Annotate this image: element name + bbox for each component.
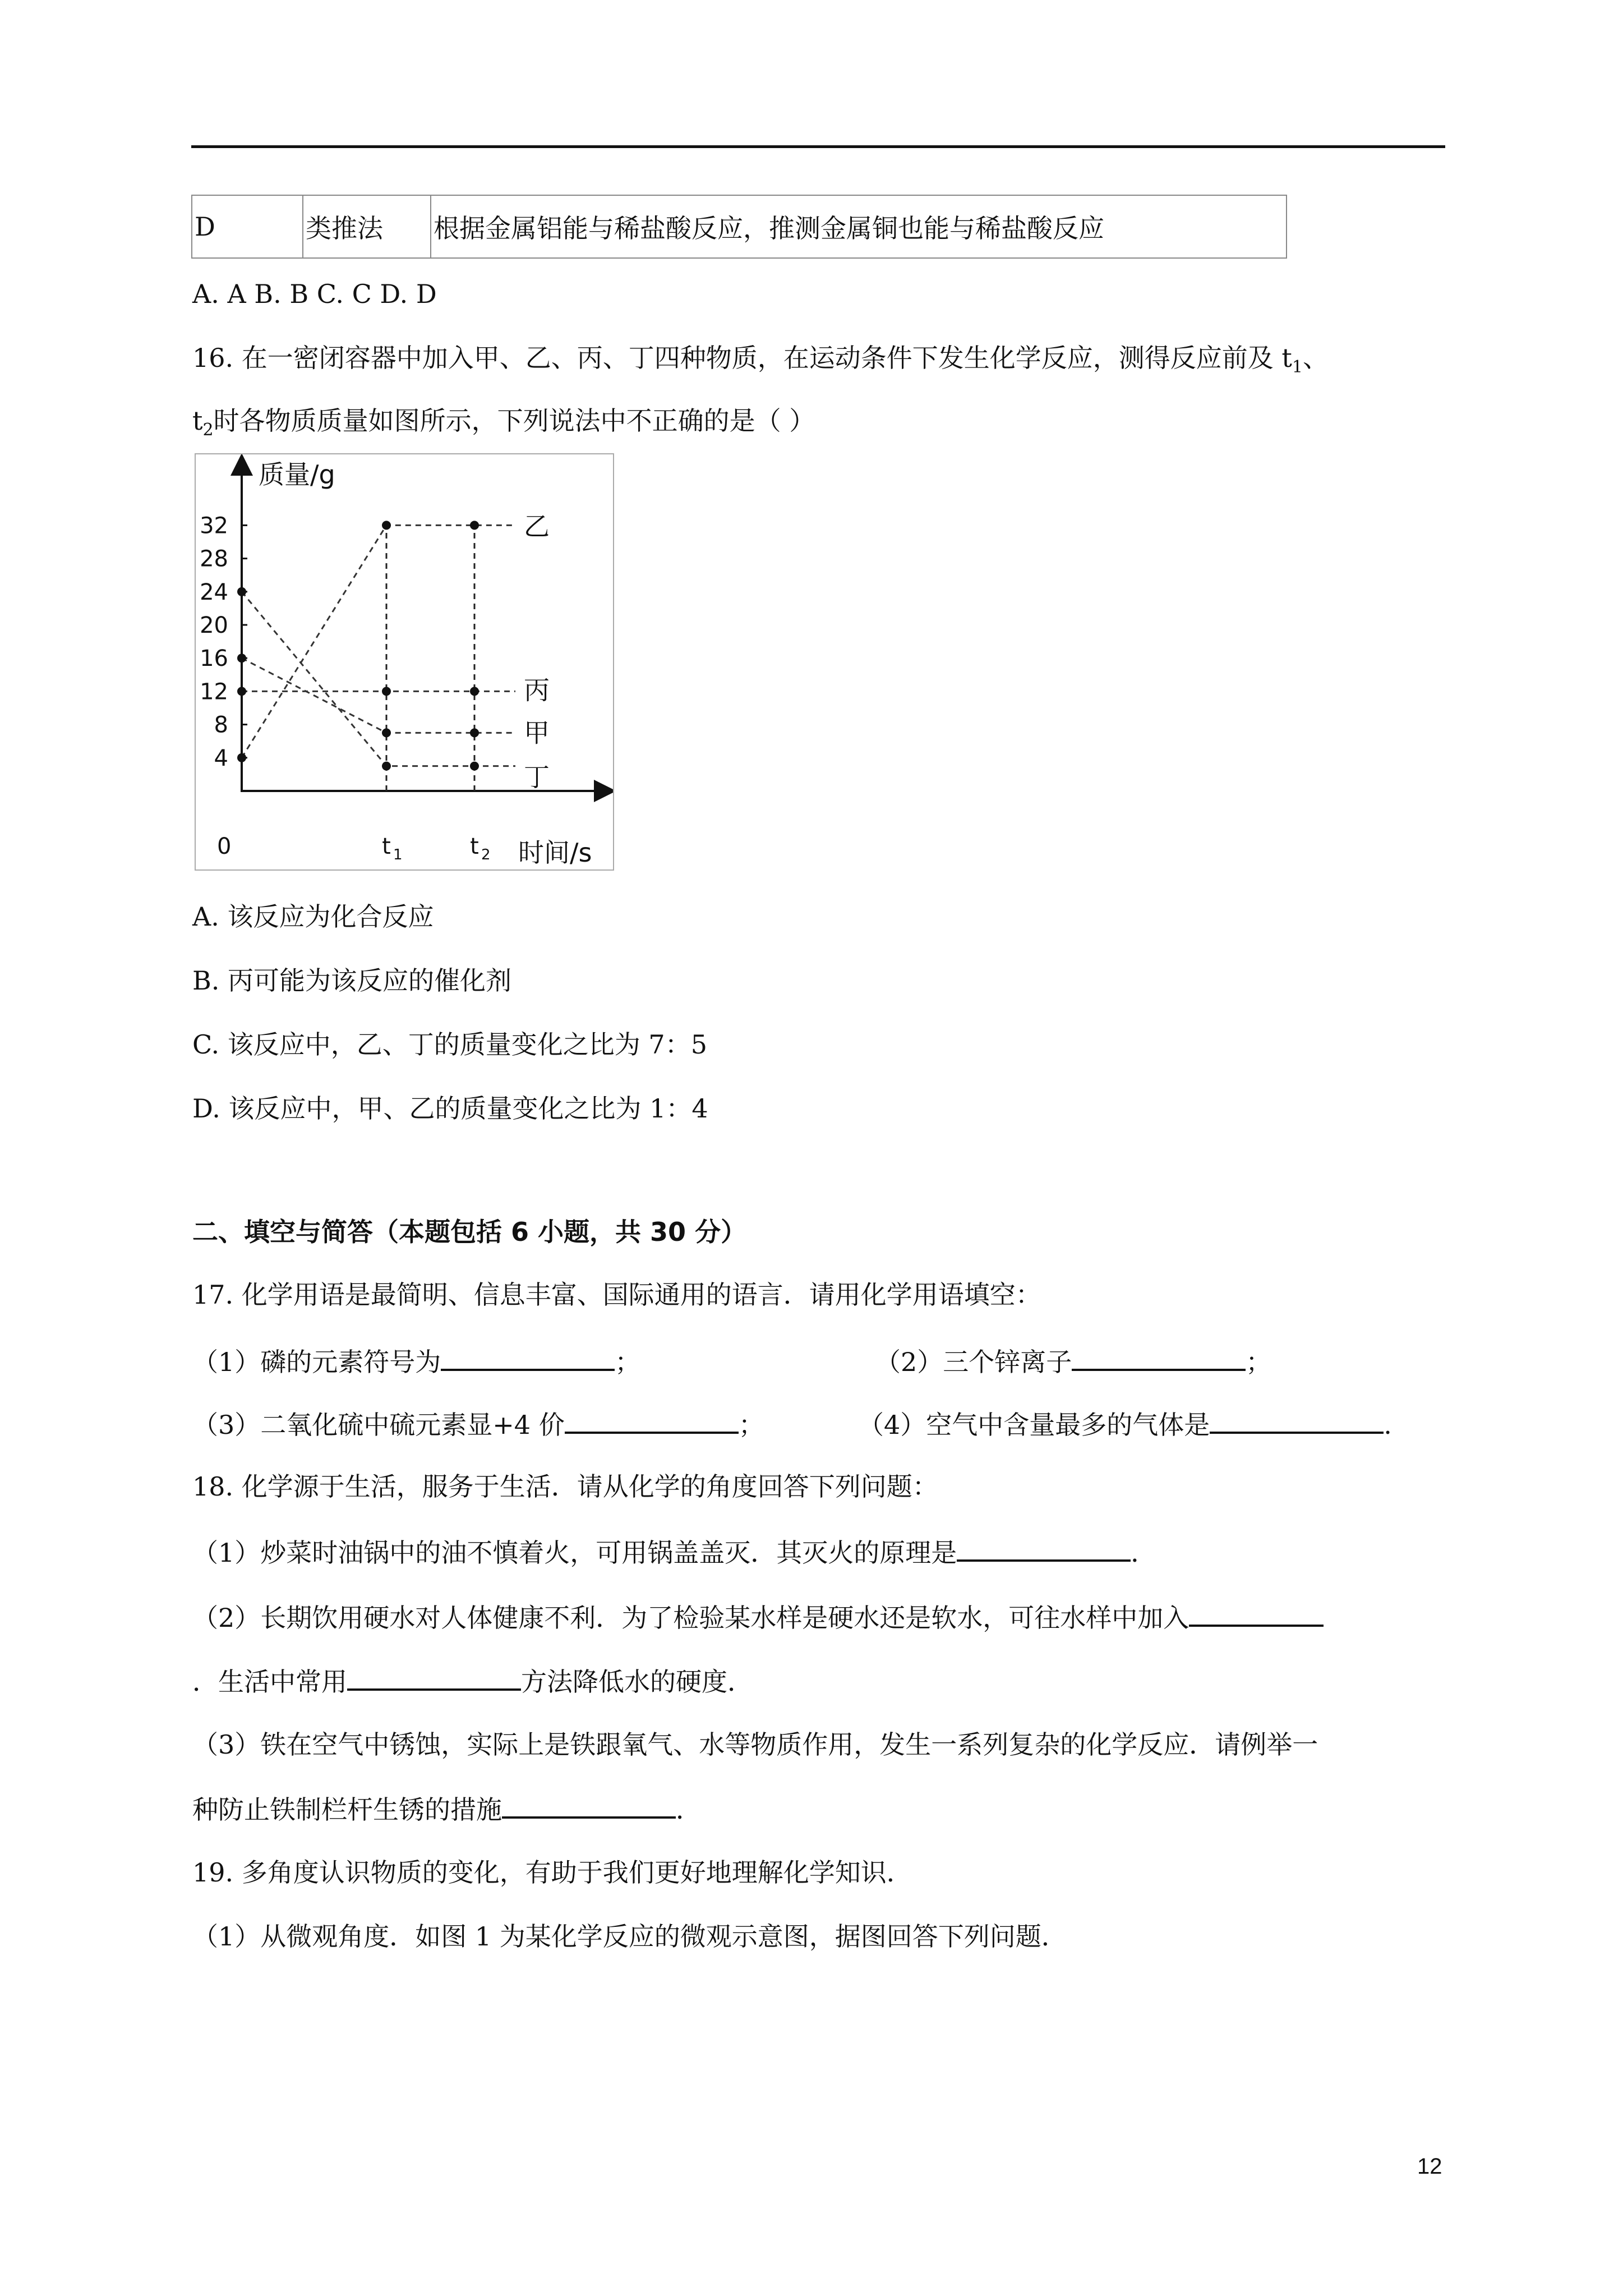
q18-part2-cont: ．生活中常用 方法降低水的硬度． (192, 1664, 753, 1699)
x-axis-label: 时间/s (518, 838, 592, 868)
y-axis-label: 质量/g (259, 459, 335, 490)
data-point (237, 654, 246, 662)
y-tick-label: 4 (214, 745, 228, 771)
q18-stem: 18. 化学源于生活，服务于生活．请从化学的角度回答下列问题： (192, 1471, 938, 1502)
q16-line1: 16. 在一密闭容器中加入甲、乙、丙、丁四种物质，在运动条件下发生化学反应，测得反应前及 $t_1$、 (192, 343, 1329, 378)
row-content: 根据金属铝能与稀盐酸反应，推测金属铜也能与稀盐酸反应 (431, 195, 1287, 258)
data-point (382, 762, 391, 771)
y-tick-label: 24 (200, 579, 228, 605)
answer-blank (1072, 1344, 1246, 1371)
series-label: 甲 (524, 717, 550, 748)
answer-blank (347, 1664, 521, 1691)
y-tick-label: 28 (200, 546, 228, 572)
q17-stem: 17. 化学用语是最简明、信息丰富、国际通用的语言．请用化学用语填空： (192, 1280, 1041, 1310)
q18-part1: （1）炒菜时油锅中的油不慎着火，可用锅盖盖灭．其灭火的原理是 ． (192, 1535, 1156, 1570)
header-rule (191, 145, 1445, 148)
data-point (237, 687, 246, 696)
q16-option-b: B. 丙可能为该反应的催化剂 (192, 965, 512, 996)
y-tick-label: 20 (200, 613, 228, 638)
answer-blank (502, 1792, 676, 1819)
section-heading: 二、填空与简答（本题包括 6 小题，共 30 分） (192, 1217, 747, 1247)
q15-choices: A. A B. B C. C D. D (192, 279, 437, 309)
data-point (382, 687, 391, 696)
answer-blank (1210, 1407, 1384, 1434)
y-tick-label: 16 (200, 646, 228, 672)
data-point (470, 687, 479, 696)
answer-blank (441, 1344, 615, 1371)
q17-part2: （2）三个锌离子 ； (875, 1344, 1271, 1379)
q16-option-c: C. 该反应中，乙、丁的质量变化之比为 7：5 (192, 1029, 707, 1060)
data-point (470, 762, 479, 771)
x-tick-label: t (470, 834, 479, 859)
data-point (237, 587, 246, 596)
q16-option-d: D. 该反应中，甲、乙的质量变化之比为 1：4 (192, 1093, 708, 1124)
origin-label: 0 (217, 834, 232, 859)
page-number: 12 (1417, 2154, 1442, 2179)
data-point (470, 728, 479, 737)
y-tick-label: 32 (200, 513, 228, 539)
q18-part3: （3）铁在空气中锈蚀，实际上是铁跟氧气、水等物质作用，发生一系列复杂的化学反应．请例举一 (192, 1729, 1318, 1760)
row-method: 类推法 (303, 195, 431, 258)
row-letter: D (192, 195, 303, 258)
x-tick-sub: 2 (481, 846, 491, 863)
q17-part4: （4）空气中含量最多的气体是 . (858, 1407, 1392, 1442)
data-point (382, 521, 391, 530)
q19-stem: 19. 多角度认识物质的变化，有助于我们更好地理解化学知识． (192, 1857, 912, 1888)
series-label: 丙 (524, 675, 550, 706)
x-tick-label: t (382, 834, 391, 859)
table-row (192, 195, 1287, 258)
data-point (470, 521, 479, 530)
data-point (237, 753, 246, 762)
q17-part3: （3）二氧化硫中硫元素显+4 价 ； (192, 1407, 764, 1442)
x-tick-sub: 1 (393, 846, 403, 863)
answer-blank (1189, 1600, 1324, 1627)
q18-part3-cont: 种防止铁制栏杆生锈的措施 ． (192, 1792, 702, 1826)
data-point (382, 728, 391, 737)
answer-blank (957, 1535, 1131, 1562)
options-table (191, 195, 1287, 259)
q19-part1: （1）从微观角度．如图 1 为某化学反应的微观示意图，据图回答下列问题． (192, 1921, 1067, 1952)
q17-part1: （1）磷的元素符号为 ； (192, 1344, 640, 1379)
chart-svg (196, 454, 613, 869)
y-tick-label: 12 (200, 679, 228, 705)
q18-part2: （2）长期饮用硬水对人体健康不利．为了检验某水样是硬水还是软水，可往水样中加入 (192, 1600, 1324, 1635)
answer-blank (565, 1407, 739, 1434)
q16-line2: $t_2$时各物质质量如图所示，下列说法中不正确的是（ ） (192, 406, 815, 440)
y-tick-label: 8 (214, 712, 228, 738)
series-label: 丁 (524, 762, 550, 793)
series-label: 乙 (524, 511, 550, 542)
mass-time-chart (195, 453, 614, 871)
q16-option-a: A. 该反应为化合反应 (192, 901, 434, 932)
